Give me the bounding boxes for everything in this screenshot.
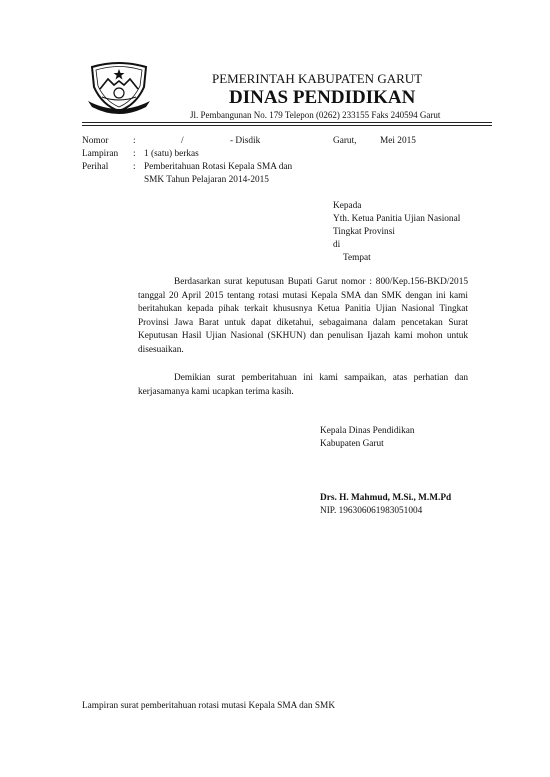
perihal-line1: Pemberitahuan Rotasi Kepala SMA dan — [144, 162, 293, 172]
signatory-name: Drs. H. Mahmud, M.Si., M.M.Pd — [320, 493, 452, 503]
lampiran-value: 1 (satu) berkas — [144, 149, 199, 159]
recipient-line5: Tempat — [343, 253, 371, 263]
perihal-colon: : — [133, 162, 136, 172]
body-text-1: Berdasarkan surat keputusan Bupati Garut nomor : 800/Kep.156-BKD/2015 tanggal 20 April 2015 tentang rotasi mutasi Kepala SMA dan SMK dengan ini kami beritahukan kepada pihak terkait khususnya Ketua Panitia Ujian Nasional Tingkat Provinsi Jawa Barat untuk dapat diketahui, sebagaimana dalam pencetakan Surat Keputusan Hasil Ujian Nasional (SKHUN) dan penulisan Ijazah kami mohon untuk disesuaikan. — [138, 277, 468, 355]
lampiran-colon: : — [133, 149, 136, 159]
nomor-suffix: - Disdik — [230, 136, 261, 146]
kabupaten-garut-emblem-icon — [86, 57, 152, 115]
letterhead-government: PEMERINTAH KABUPATEN GARUT — [212, 71, 423, 86]
signatory-title-1: Kepala Dinas Pendidikan — [320, 426, 415, 436]
body-paragraph-1 — [138, 276, 468, 358]
nomor-colon: : — [133, 136, 136, 146]
letter-place: Garut, — [333, 136, 357, 146]
signatory-title-2: Kabupaten Garut — [320, 439, 384, 449]
letterhead-address: Jl. Pembangunan No. 179 Telepon (0262) 233155 Faks 240594 Garut — [190, 110, 441, 120]
recipient-line3: Tingkat Provinsi — [333, 227, 395, 237]
recipient-line1: Kepada — [333, 201, 362, 211]
perihal-label: Perihal — [82, 162, 109, 172]
perihal-line2: SMK Tahun Pelajaran 2014-2015 — [144, 175, 269, 185]
footer-note: Lampiran surat pemberitahuan rotasi mutasi Kepala SMA dan SMK — [82, 701, 336, 711]
letter-date: Mei 2015 — [380, 136, 416, 146]
letterhead-rule-thin — [82, 125, 492, 126]
letterhead-agency: DINAS PENDIDIKAN — [229, 87, 416, 108]
letterhead-rule — [82, 122, 492, 123]
nomor-slash: / — [181, 136, 184, 146]
recipient-line4: di — [333, 240, 341, 250]
body-text-2: Demikian surat pemberitahuan ini kami sampaikan, atas perhatian dan kerjasamanya kami ucapkan terima kasih. — [138, 373, 468, 397]
recipient-line2: Yth. Ketua Panitia Ujian Nasional — [333, 214, 461, 224]
lampiran-label: Lampiran — [82, 149, 119, 159]
signatory-nip: NIP. 196306061983051004 — [320, 506, 423, 516]
nomor-label: Nomor — [82, 136, 109, 146]
body-paragraph-2 — [138, 372, 468, 399]
